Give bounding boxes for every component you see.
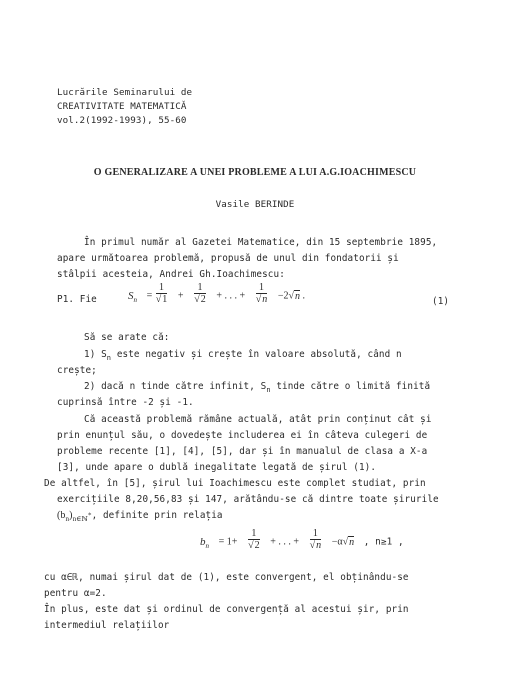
- paper-title: O GENERALIZARE A UNEI PROBLEME A LUI A.G.IOACHIMESCU: [93, 167, 417, 178]
- item-1-prefix: 1) S: [84, 349, 107, 360]
- paragraph-3-line-2: exercițiile 8,20,56,83 și 147, arătându-se că dintre toate șirurile: [57, 494, 439, 505]
- item-2-line-2: cuprinsă între -2 și -1.: [57, 397, 194, 408]
- paragraph-3-line-3: $(b_n)_{n\in ℕ^*}$, definite prin relația: [57, 510, 223, 523]
- paragraph-2-line-1: Că această problemă rămâne actuală, atât prin conținut cât și: [84, 414, 432, 425]
- item-1-rest: este negativ și crește în valoare absolută, când n: [116, 349, 402, 360]
- paragraph-3-line-3-text: , definite prin relația: [91, 510, 223, 521]
- item-2-line-1: 2) dacă n tinde către infinit, $S_n$ tinde către o limită finită: [84, 381, 431, 394]
- equation-1-number: (1): [432, 296, 450, 307]
- problem-label: P1. Fie: [57, 294, 97, 305]
- paragraph-1-line-3: stâlpii acesteia, Andrei Gh.Ioachimescu:: [57, 269, 285, 280]
- item-1-line-1: 1) $S_n$ este negativ și crește în valoare absolută, când n: [84, 349, 402, 362]
- paragraph-1-line-2: apare următoarea problemă, propusă de unul din fondatorii și: [57, 253, 399, 264]
- paragraph-5-line-1: În plus, este dat și ordinul de convergență al acestui șir, prin: [44, 604, 409, 615]
- item-1-line-2: crește;: [57, 365, 97, 376]
- paragraph-2-line-4: [3], unde apare o dublă inegalitate legată de șirul (1).: [57, 462, 377, 473]
- equation-1: $S_n$ = $\frac{1}{√1}$ + $\frac{1}{√2}$ + . . . + $\frac{1}{√n}$ −2√n .: [128, 282, 306, 305]
- paragraph-4-line-1: cu α∈ℝ, numai șirul dat de (1), este convergent, el obținându-se: [44, 572, 409, 583]
- paragraph-5-line-2: intermediul relațiilor: [44, 620, 170, 631]
- ask-line: Să se arate că:: [84, 332, 170, 343]
- source-line-3: vol.2(1992-1993), 55-60: [57, 115, 187, 126]
- item-2-rest: tinde către o limită finită: [276, 381, 431, 392]
- source-line-2: CREATIVITATE MATEMATICĂ: [57, 101, 187, 112]
- equation-2-tail: , n≥1 ,: [363, 536, 404, 548]
- paragraph-1-line-1: În primul număr al Gazetei Matematice, din 15 septembrie 1895,: [84, 237, 438, 248]
- paragraph-4-line-2: pentru α=2.: [44, 588, 107, 599]
- paragraph-3-line-1: De altfel, în [5], șirul lui Ioachimescu este complet studiat, prin: [44, 478, 426, 489]
- paragraph-2-line-2: prin enunțul său, o dovedește includerea ei în câteva culegeri de: [57, 430, 428, 441]
- paragraph-2-line-3: probleme recente [1], [4], [5], dar și în manualul de clasa a X-a: [57, 446, 428, 457]
- source-line-1: Lucrările Seminarului de: [57, 87, 193, 98]
- item-2-prefix: 2) dacă n tinde către infinit, S: [84, 381, 267, 392]
- equation-2: $b_n = 1+$ $\frac{1}{√2}$ + . . . + $\frac{1}{√n}$ −α√n , n≥1 ,: [200, 528, 404, 551]
- author-name: Vasile BERINDE: [215, 199, 295, 210]
